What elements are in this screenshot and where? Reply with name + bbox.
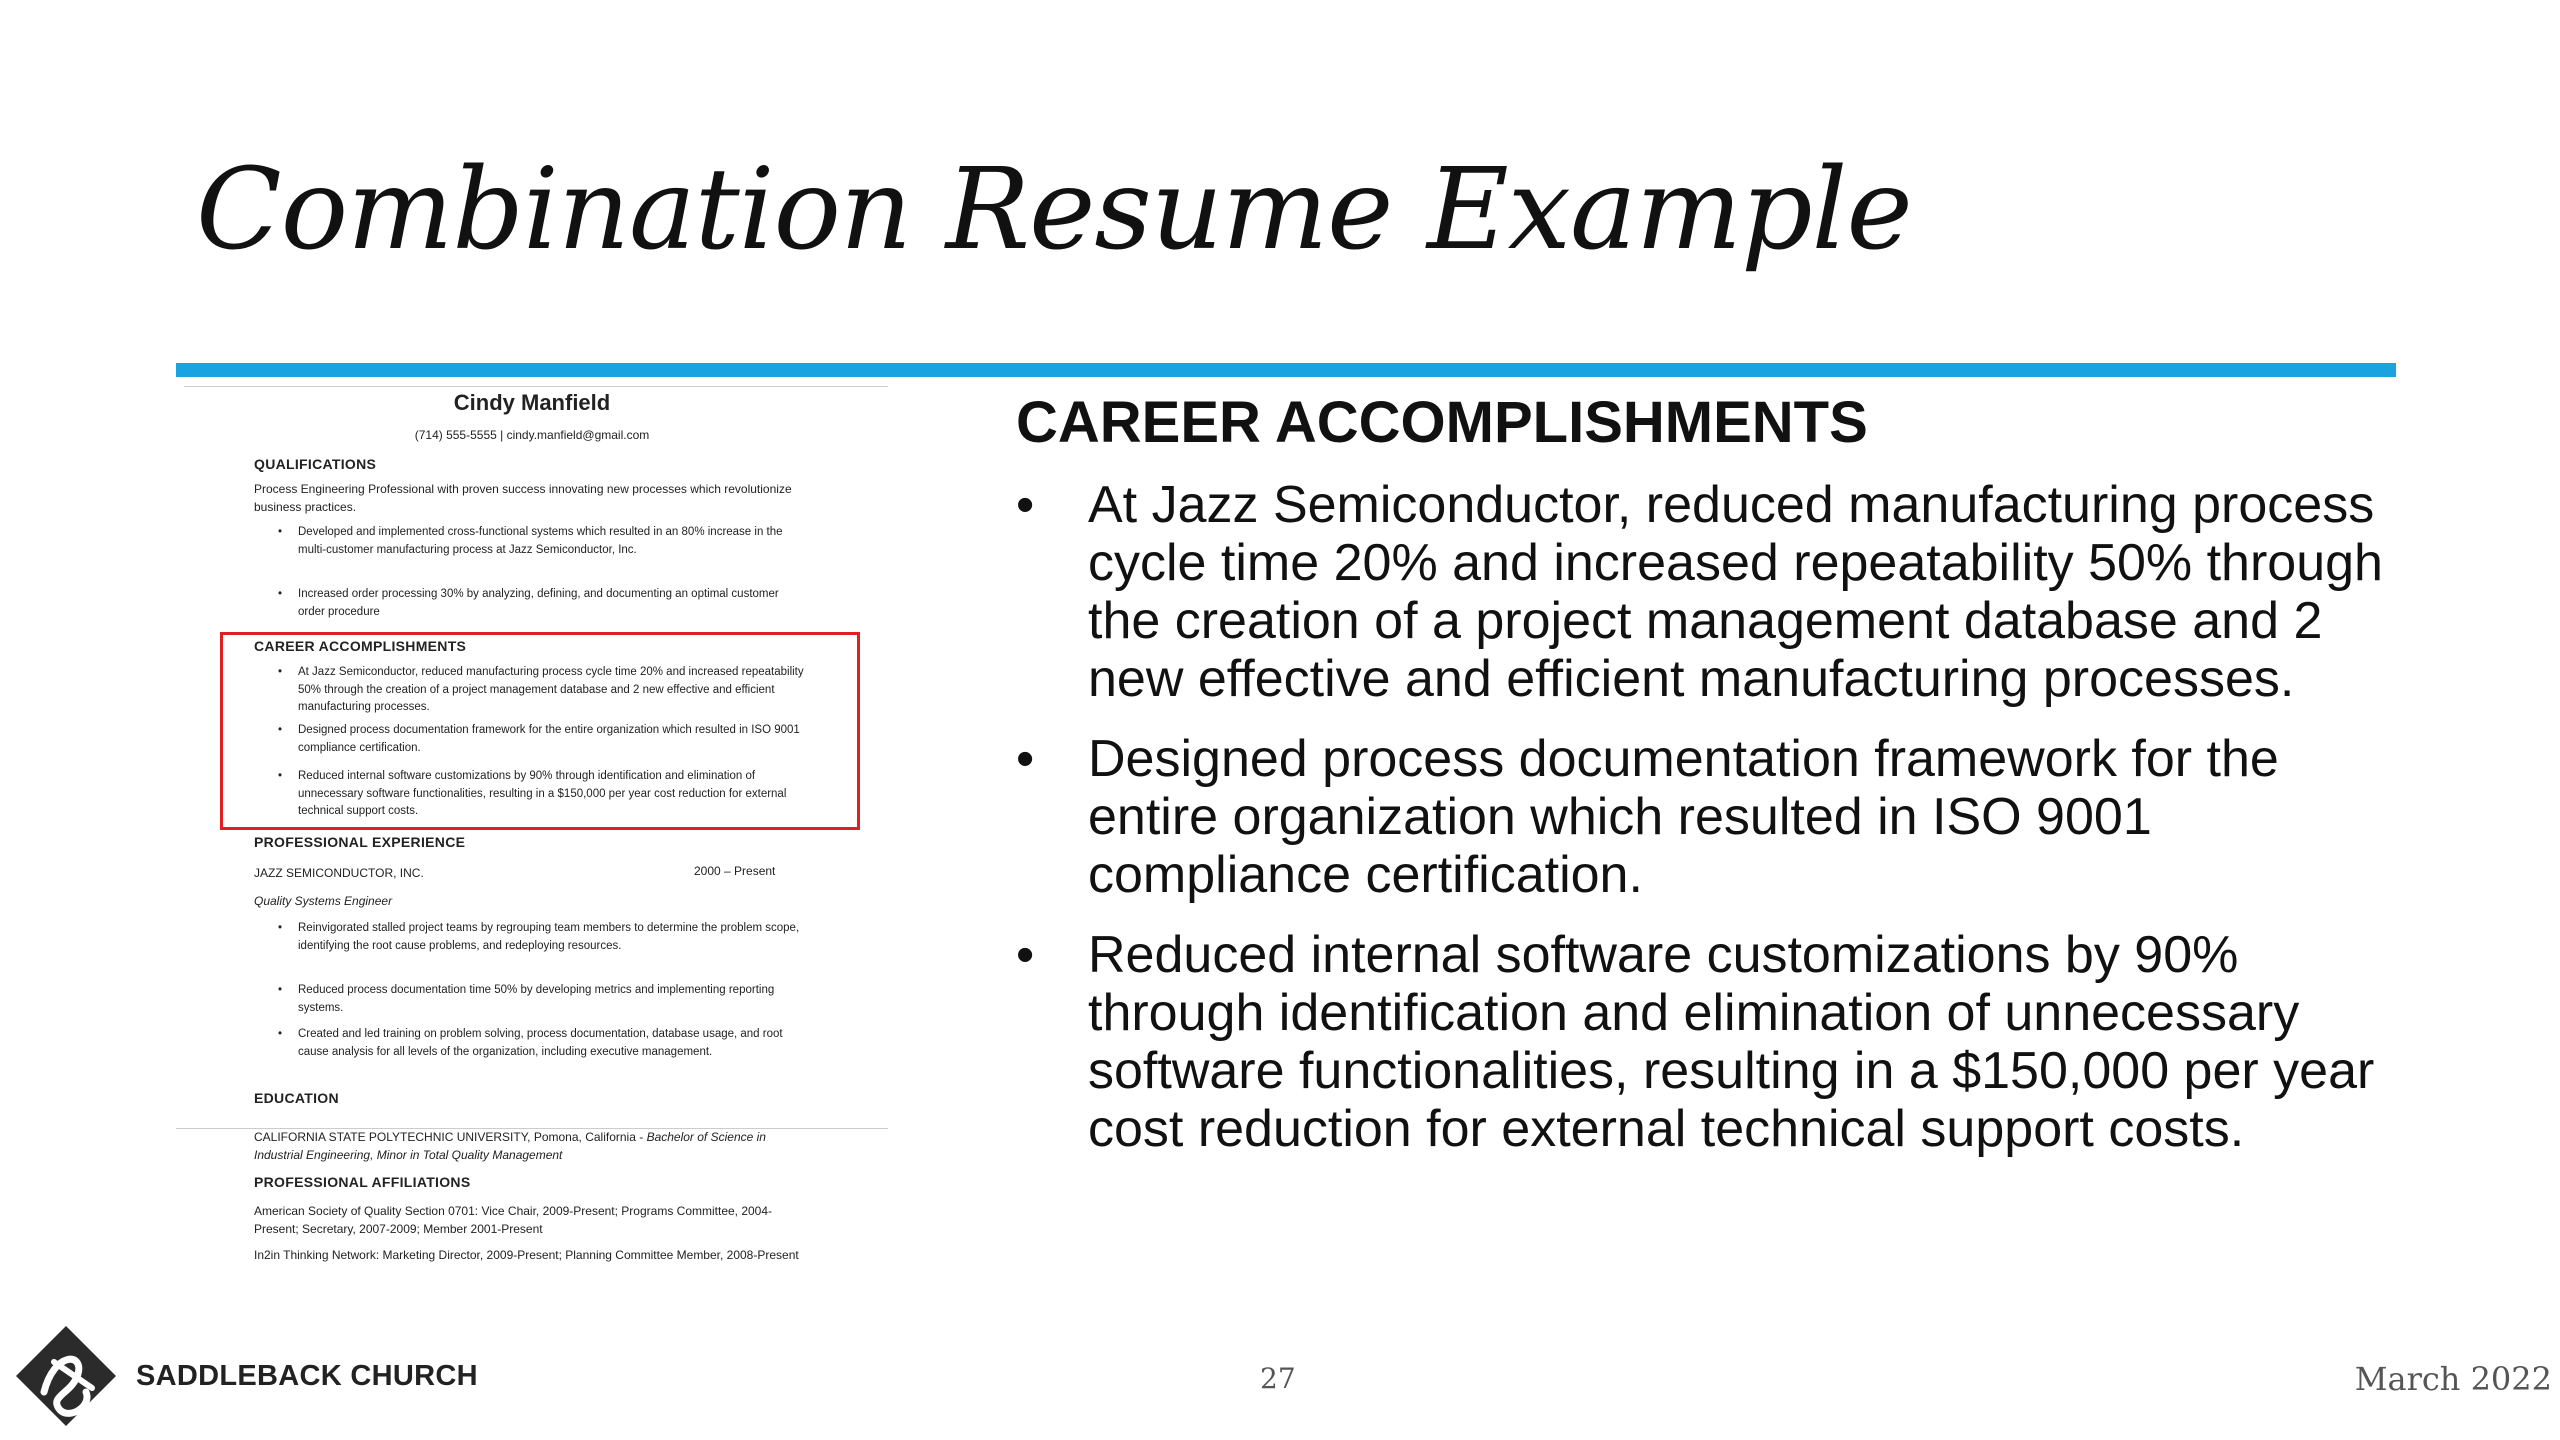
section-heading: CAREER ACCOMPLISHMENTS: [1016, 390, 1868, 455]
resume-company-dates: 2000 – Present: [694, 864, 776, 878]
resume-education-school: CALIFORNIA STATE POLYTECHNIC UNIVERSITY, Pomona, California -: [254, 1130, 647, 1144]
resume-name: Cindy Manfield: [453, 390, 611, 415]
accomplishment-item: [1016, 926, 2416, 1158]
resume-education-text: [254, 1128, 814, 1164]
resume-company: JAZZ SEMICONDUCTOR, INC.: [254, 866, 424, 880]
resume-qualifications-heading: QUALIFICATIONS: [254, 456, 377, 472]
accomplishment-item: [1016, 730, 2416, 904]
resume-top-rule: [184, 386, 888, 387]
accomplishment-text: At Jazz Semiconductor, reduced manufacturing process cycle time 20% and increased repeatability 50% through the creation of a project management database and 2 new effective and efficient manufacturing processes.: [1088, 476, 2383, 708]
resume-affiliation-item: American Society of Quality Section 0701: Vice Chair, 2009-Present; Programs Committee, 2004-Present; Secretary, 2007-2009; Member 2001-Present: [254, 1204, 773, 1236]
resume-qualifications-text: Process Engineering Professional with proven success innovating new processes which revolutionize business practices.: [254, 482, 792, 514]
resume-experience-item: • Created and led training on problem solving, process documentation, database usage, and root cause analysis for all levels of the organization, including executive management.: [298, 1026, 808, 1061]
resume-image: [176, 386, 888, 1286]
resume-qualification-item: • Increased order processing 30% by analyzing, defining, and documenting an optimal customer order procedure: [298, 586, 808, 621]
resume-education-degree: Bachelor of Science in Industrial Engineering, Minor in Total Quality Management: [254, 1130, 766, 1162]
accomplishment-list: [1016, 476, 2416, 1180]
bullet-glyph: •: [1016, 926, 1035, 984]
resume-qualification-item: • Developed and implemented cross-functional systems which resulted in an 80% increase in the multi-customer manufacturing process at Jazz Semiconductor, Inc.: [298, 524, 808, 559]
resume-career-heading: CAREER ACCOMPLISHMENTS: [254, 638, 467, 654]
accomplishment-item: [1016, 476, 2416, 708]
org-name: SADDLEBACK CHURCH: [136, 1360, 478, 1392]
resume-experience-item: • Reduced process documentation time 50% by developing metrics and implementing reporting systems.: [298, 982, 808, 1017]
resume-career-item: • At Jazz Semiconductor, reduced manufacturing process cycle time 20% and increased repeatability 50% through the creation of a project management database and 2 new effective and efficient manufacturing processes.: [298, 664, 808, 717]
resume-contact: (714) 555-5555 | cindy.manfield@gmail.com: [414, 428, 650, 442]
bullet-glyph: •: [1016, 730, 1035, 788]
resume-affiliations-heading: PROFESSIONAL AFFILIATIONS: [254, 1174, 471, 1190]
resume-job-title: Quality Systems Engineer: [254, 894, 393, 908]
resume-experience-heading: PROFESSIONAL EXPERIENCE: [254, 834, 466, 850]
bullet-glyph: •: [1016, 476, 1035, 534]
footer-date: March 2022: [2354, 1360, 2552, 1398]
saddleback-logo-icon: [14, 1322, 120, 1432]
slide-title: Combination Resume Example: [196, 145, 1912, 275]
resume-career-item: • Reduced internal software customizations by 90% through identification and elimination of unnecessary software functionalities, resulting in a $150,000 per year cost reduction for external technical support costs.: [298, 768, 808, 821]
resume-career-item: • Designed process documentation framework for the entire organization which resulted in ISO 9001 compliance certification.: [298, 722, 808, 757]
accomplishment-text: Designed process documentation framework for the entire organization which resulted in ISO 9001 compliance certification.: [1088, 730, 2279, 904]
page-number: 27: [1260, 1362, 1296, 1395]
accent-bar: [176, 363, 2396, 377]
resume-experience-item: • Reinvigorated stalled project teams by regrouping team members to determine the problem scope, identifying the root cause problems, and redeploying resources.: [298, 920, 808, 955]
accomplishment-text: Reduced internal software customizations by 90% through identification and elimination of unnecessary software functionalities, resulting in a $150,000 per year cost reduction for external technical support costs.: [1088, 926, 2375, 1158]
resume-affiliation-item: In2in Thinking Network: Marketing Director, 2009-Present; Planning Committee Member, 2008-Present: [254, 1248, 799, 1262]
resume-education-heading: EDUCATION: [254, 1090, 339, 1106]
